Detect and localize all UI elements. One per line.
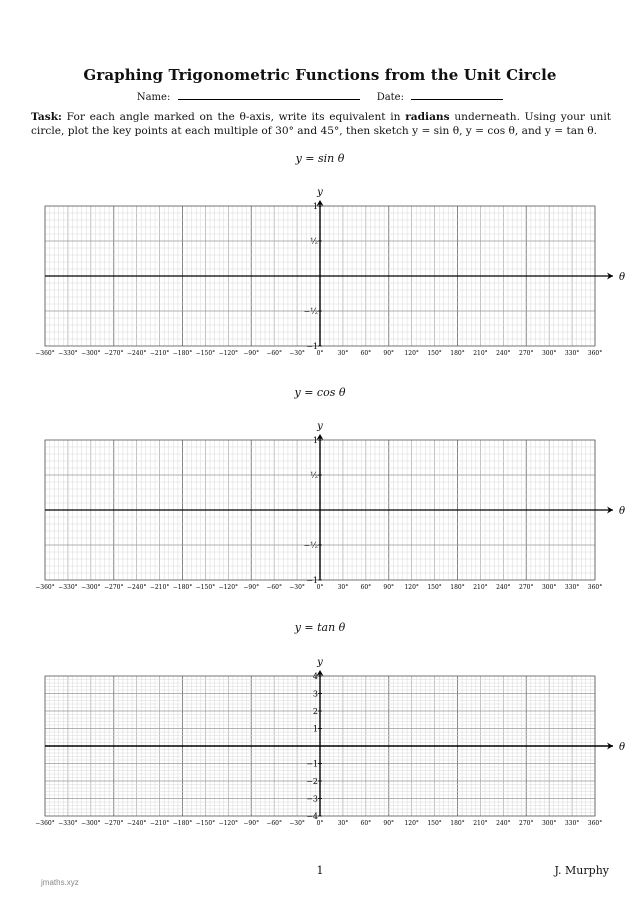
- y-tick-label: 4: [312, 672, 318, 681]
- x-tick-label: −210°: [149, 350, 170, 357]
- x-tick-label: −360°: [35, 584, 55, 591]
- task-text-before: For each angle marked on the θ-axis, write its equivalent in: [66, 111, 401, 123]
- x-tick-label: 270°: [519, 350, 534, 357]
- x-tick-label: 150°: [427, 350, 442, 357]
- x-tick-label: 150°: [427, 820, 442, 827]
- x-tick-label: 300°: [541, 350, 557, 357]
- x-tick-label: 0°: [316, 820, 324, 827]
- x-tick-label: −210°: [149, 584, 170, 591]
- x-tick-label: −90°: [243, 584, 260, 591]
- x-tick-label: −90°: [243, 350, 260, 357]
- x-tick-label: 180°: [450, 820, 465, 827]
- x-tick-label: −300°: [81, 350, 101, 357]
- task-text-after: underneath. Using your unit circle, plot the key points at each multiple of 30° and 45°, then sketch y = sin θ, y = cos θ, and y = tan θ.: [31, 111, 611, 137]
- date-label: Date:: [376, 92, 404, 103]
- x-tick-label: 240°: [496, 350, 511, 357]
- y-tick-label: −4: [306, 812, 318, 821]
- x-tick-label: 150°: [427, 584, 442, 591]
- x-tick-label: 90°: [383, 350, 395, 357]
- y-tick-label: −3: [306, 794, 318, 804]
- x-tick-label: −300°: [81, 584, 101, 591]
- task-instructions: [31, 110, 611, 138]
- y-tick-label: 1: [312, 202, 318, 211]
- x-tick-label: 30°: [337, 350, 349, 357]
- page-number: 1: [316, 864, 324, 877]
- sin-graph-caption: y = sin θ: [295, 152, 345, 165]
- x-tick-label: −120°: [218, 350, 239, 357]
- y-tick-label: 1: [312, 436, 318, 445]
- tan-graph[interactable]: [0, 656, 640, 827]
- x-tick-label: 210°: [473, 350, 488, 357]
- x-tick-label: −240°: [126, 584, 147, 591]
- x-tick-label: −90°: [243, 820, 260, 827]
- x-tick-label: 240°: [496, 820, 511, 827]
- x-tick-label: −150°: [195, 584, 216, 591]
- x-tick-label: 60°: [360, 350, 372, 357]
- cos-graph[interactable]: [0, 420, 640, 591]
- y-tick-label: ½: [310, 471, 318, 480]
- x-tick-label: 240°: [496, 584, 511, 591]
- x-axis-label: θ: [619, 742, 626, 753]
- x-tick-label: −60°: [266, 584, 283, 591]
- x-tick-label: 180°: [450, 584, 465, 591]
- x-tick-label: −360°: [35, 820, 55, 827]
- x-tick-label: −180°: [172, 350, 193, 357]
- x-tick-label: −270°: [104, 820, 124, 827]
- y-tick-label: −½: [303, 307, 318, 316]
- x-tick-label: −330°: [58, 820, 78, 827]
- x-tick-label: 90°: [383, 584, 395, 591]
- cos-graph-caption: y = cos θ: [294, 386, 346, 399]
- y-tick-label: −1: [306, 576, 318, 585]
- x-tick-label: −240°: [126, 820, 147, 827]
- x-tick-label: 120°: [404, 584, 419, 591]
- x-tick-label: −180°: [172, 820, 193, 827]
- site-watermark: jmaths.xyz: [41, 878, 79, 887]
- x-tick-label: 270°: [519, 820, 534, 827]
- x-tick-label: 60°: [360, 584, 372, 591]
- x-tick-label: 120°: [404, 820, 419, 827]
- x-tick-label: −360°: [35, 350, 55, 357]
- x-tick-label: 330°: [564, 820, 580, 827]
- author-name: J. Murphy: [554, 864, 609, 877]
- x-tick-label: 330°: [564, 584, 580, 591]
- x-tick-label: 270°: [519, 584, 534, 591]
- y-axis-label: y: [317, 421, 323, 432]
- y-tick-label: 2: [312, 707, 318, 716]
- x-tick-label: 60°: [360, 820, 372, 827]
- x-tick-label: −60°: [266, 350, 283, 357]
- y-tick-label: −1: [306, 342, 318, 351]
- sin-graph[interactable]: [0, 186, 640, 357]
- y-tick-label: −1: [306, 759, 318, 769]
- x-tick-label: 180°: [450, 350, 465, 357]
- name-field[interactable]: [178, 90, 360, 100]
- x-tick-label: 30°: [337, 584, 349, 591]
- x-axis-label: θ: [619, 506, 626, 517]
- x-axis-label: θ: [619, 272, 626, 283]
- x-tick-label: 330°: [564, 350, 580, 357]
- x-tick-label: −30°: [289, 584, 305, 591]
- x-tick-label: −30°: [289, 820, 305, 827]
- x-tick-label: −120°: [218, 820, 239, 827]
- x-tick-label: 300°: [541, 584, 557, 591]
- task-label: Task:: [31, 111, 62, 123]
- x-tick-label: −330°: [58, 584, 78, 591]
- x-tick-label: 300°: [541, 820, 557, 827]
- task-bold-word: radians: [405, 111, 450, 123]
- y-tick-label: ½: [310, 237, 318, 246]
- y-tick-label: 1: [312, 724, 318, 734]
- x-tick-label: −150°: [195, 350, 216, 357]
- x-tick-label: 120°: [404, 350, 419, 357]
- y-tick-label: −2: [306, 777, 318, 786]
- name-label: Name:: [136, 92, 171, 103]
- x-tick-label: −240°: [126, 350, 147, 357]
- x-tick-label: 360°: [587, 820, 603, 827]
- name-date-row: [0, 90, 640, 103]
- x-tick-label: 0°: [316, 584, 324, 591]
- x-tick-label: 360°: [587, 350, 603, 357]
- y-axis-label: y: [317, 657, 323, 668]
- x-tick-label: −60°: [266, 820, 283, 827]
- x-tick-label: 360°: [587, 584, 603, 591]
- date-field[interactable]: [411, 90, 503, 100]
- x-tick-label: 210°: [473, 584, 488, 591]
- x-tick-label: 30°: [337, 820, 349, 827]
- x-tick-label: 0°: [316, 350, 324, 357]
- x-tick-label: −210°: [149, 820, 170, 827]
- y-tick-label: 3: [312, 689, 318, 699]
- x-tick-label: −270°: [104, 584, 124, 591]
- x-tick-label: 210°: [473, 820, 488, 827]
- x-tick-label: −30°: [289, 350, 305, 357]
- x-tick-label: −120°: [218, 584, 239, 591]
- y-tick-label: −½: [303, 541, 318, 550]
- x-tick-label: −270°: [104, 350, 124, 357]
- x-tick-label: 90°: [383, 820, 395, 827]
- x-tick-label: −300°: [81, 820, 101, 827]
- tan-graph-caption: y = tan θ: [294, 621, 346, 634]
- x-tick-label: −150°: [195, 820, 216, 827]
- y-axis-label: y: [317, 187, 323, 198]
- x-tick-label: −180°: [172, 584, 193, 591]
- worksheet-title: Graphing Trigonometric Functions from the Unit Circle: [83, 66, 557, 84]
- x-tick-label: −330°: [58, 350, 78, 357]
